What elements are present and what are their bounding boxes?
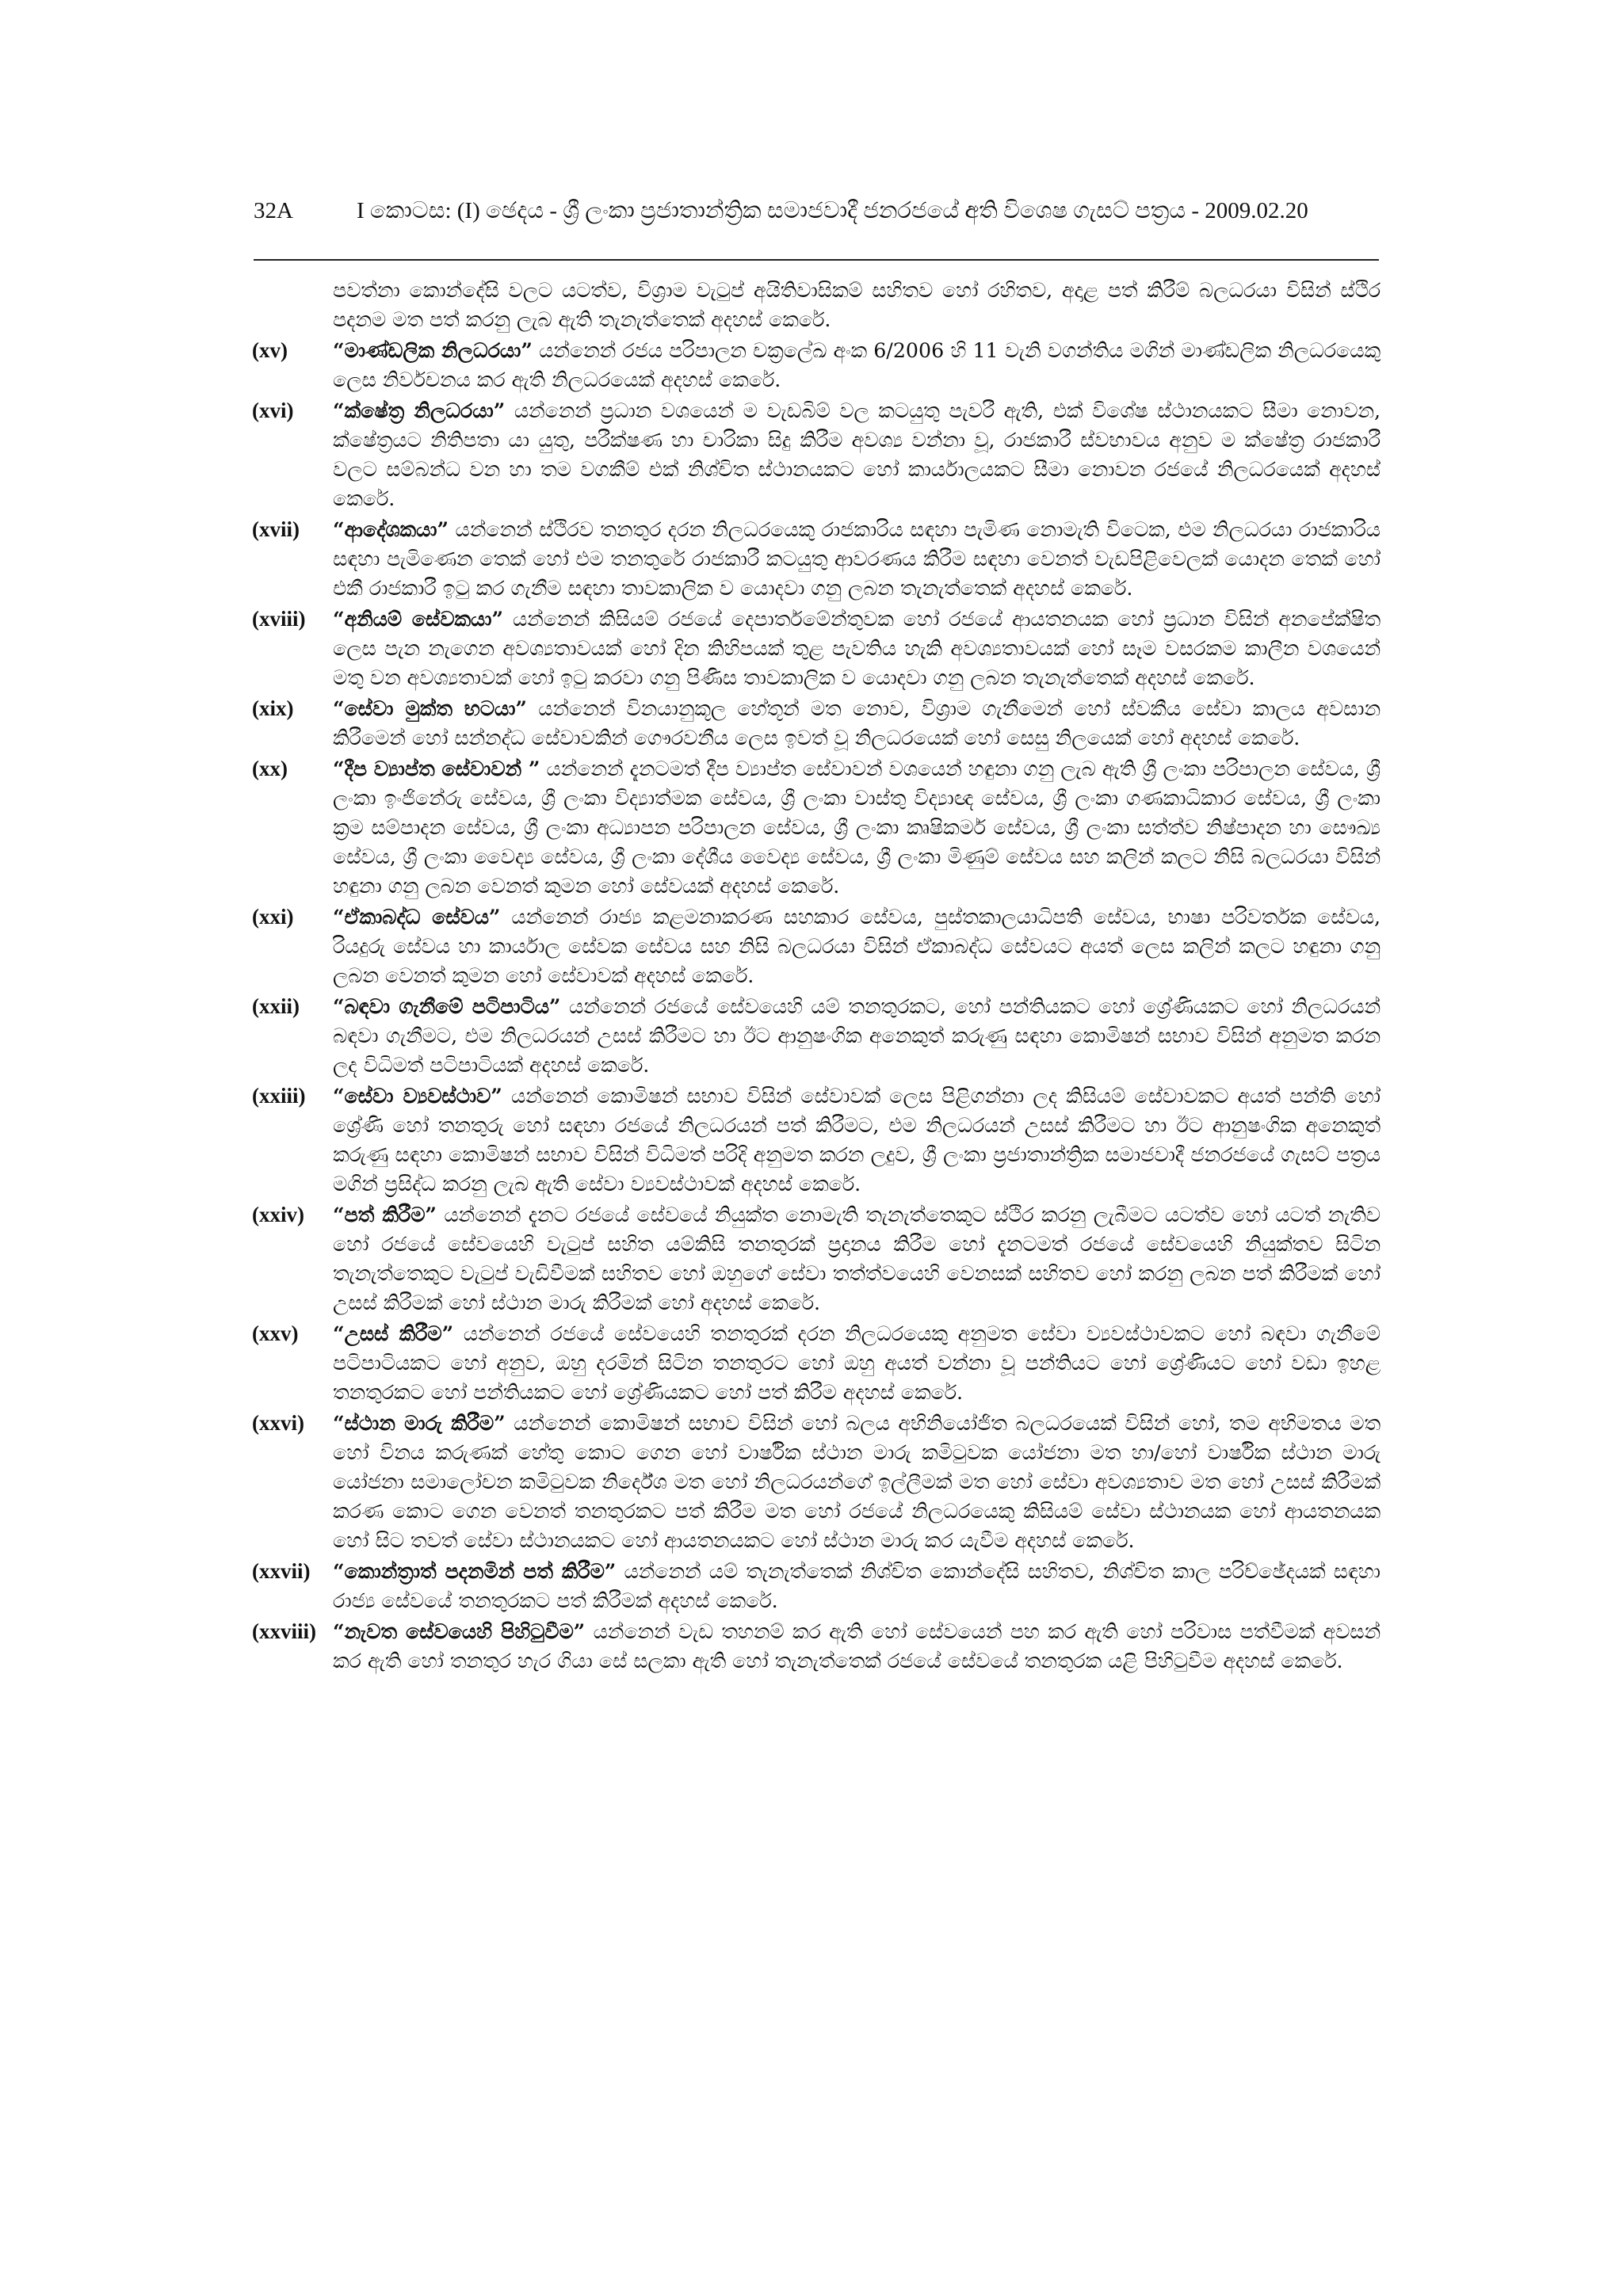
definition-item xyxy=(252,694,1381,753)
definition-item xyxy=(252,1409,1381,1555)
definition-number: (xvii) xyxy=(252,517,300,541)
definition-term: “නැවත සේවයෙහි පිහිටුවීම” xyxy=(333,1619,586,1643)
definition-text: යන්නෙන් රජය පරිපාලන චක්‍රලේඛ අංක 6/2006 හි 11 වැනි වගන්තිය මගින් මාණ්ඩලික නිලධරයෙකු ලෙස නිර්වචනය කර ඇති නිලධරයෙක් අදහස් කෙරේ. xyxy=(333,339,1381,391)
definition-item xyxy=(252,396,1381,513)
definition-text: යන්නෙන් රජයේ සේවයෙහි තනතුරක් දරන නිලධරයෙකු අනුමත සේවා ව්‍යවස්ථාවකට හෝ බඳවා ගැනීමේ පටිපාටියකට හෝ අනුව, ඔහු දරමින් සිටින තනතුරට හෝ ඔහු අයත් වන්නා වූ පන්තියට හෝ ශ්‍රේණියට හෝ වඩා ඉහළ තනතුරකට හෝ පන්තියකට හෝ ශ්‍රේණියකට හෝ පත් කිරීම අදහස් කෙරේ. xyxy=(333,1322,1381,1404)
definition-term: “උසස් කිරීම” xyxy=(333,1322,454,1345)
definition-text: යන්නෙන් දැනට රජයේ සේවයේ නියුක්ත නොමැති තැනැත්තෙකුට ස්ථිර කරනු ලැබීමට යටත්ව හෝ යටත් නැතිව හෝ රජයේ සේවයෙහි වැටුප් සහිත යම්කිසි තනතුරක් ප්‍රදානය කිරීම හෝ දැනටමත් රජයේ සේවයෙහි නියුක්තව සිටින තැනැත්තෙකුට වැටුප් වැඩිවීමක් සහිතව හෝ ඔහුගේ සේවා තත්ත්වයෙහි වෙනසක් සහිතව හෝ කරනු ලබන පත් කිරීමක් හෝ උසස් කිරීමක් හෝ ස්ථාන මාරු කිරීමක් හෝ අදහස් කෙරේ. xyxy=(333,1203,1381,1314)
definition-text: යන්නෙන් යම් තැනැත්තෙක් නිශ්චිත කොන්දේසි සහිතව, නිශ්චිත කාල පරිච්ඡේදයක් සඳහා රාජ්‍ය සේවයේ තනතුරකට පත් කිරීමක් අදහස් කෙරේ. xyxy=(333,1560,1381,1612)
definition-item xyxy=(252,1617,1381,1676)
definition-term: “දීප ව්‍යාප්ත සේවාවන් ” xyxy=(333,757,540,780)
definition-term: “ආදේශකයා” xyxy=(333,517,449,541)
definition-item xyxy=(252,992,1381,1080)
definition-text: යන්නෙන් රාජ්‍ය කළමනාකරණ සහකාර සේවය, පුස්තකාලයාධිපති සේවය, භාෂා පරිවර්තක සේවය, රියදුරු සේවය හා කාර්යාල සේවක සේවය සහ නිසි බලධරයා විසින් ඒකාබද්ධ සේවයට අයත් ලෙස කලින් කලට හඳුනා ගනු ලබන වෙනත් කුමන හෝ සේවාවක් අදහස් කෙරේ. xyxy=(333,906,1381,987)
definition-term: “සේවා මුක්ත භටයා” xyxy=(333,696,527,720)
definition-number: (xxvii) xyxy=(252,1559,311,1583)
definition-number: (xx) xyxy=(252,757,288,780)
definition-term: “ක්ෂේත්‍ර නිලධරයා” xyxy=(333,399,506,422)
definition-text: යන්නෙන් කොමිෂන් සභාව විසින් හෝ බලය අභිනියෝජිත බලධරයෙක් විසින් හෝ, තම අභිමතය මත හෝ විනය කරුණක් හේතු කොට ගෙන හෝ වාර්ෂික ස්ථාන මාරු කමිටුවක යෝජනා මත හා/හෝ වාර්ෂික ස්ථාන මාරු යෝජනා සමාලෝචන කමිටුවක නිර්දේශ මත හෝ නිලධරයන්ගේ ඉල්ලීමක් මත හෝ සේවා අවශ්‍යතාව මත හෝ උසස් කිරීමක් කරණ කොට ගෙන වෙනත් තනතුරකට පත් කිරීම මත හෝ රජයේ නිලධරයෙකු කිසියම් සේවා ස්ථානයක හෝ ආයතනයක හෝ සිට තවත් සේවා ස්ථානයකට හෝ ආයතනයකට හෝ ස්ථාන මාරු කර යැවීම අදහස් කෙරේ. xyxy=(333,1412,1381,1552)
definition-number: (xxiii) xyxy=(252,1084,306,1108)
definition-item xyxy=(252,754,1381,901)
definition-term: “ස්ථාන මාරු කිරීම” xyxy=(333,1411,506,1435)
definition-number: (xxv) xyxy=(252,1322,299,1345)
definition-term: “සේවා ව්‍යවස්ථාව” xyxy=(333,1084,502,1108)
definition-item xyxy=(252,1081,1381,1199)
definition-text: යන්නෙන් ප්‍රධාන වශයෙන් ම වැඩබිම් වල කටයුතු පැවරී ඇති, එක් විශේෂ ස්ථානයකට සීමා නොවන, ක්ෂේත්‍රයට නිතිපතා යා යුතු, පරීක්ෂණ හා චාරිකා සිදු කිරීම අවශ්‍ය වන්නා වූ, රාජකාරී ස්වභාවය අනුව ම ක්ෂේත්‍ර රාජකාරී වලට සම්බන්ධ වන හා තම වගකීම් එක් නිශ්චිත ස්ථානයකට හෝ කාර්යාලයකට සීමා නොවන රජයේ නිලධරයෙක් අදහස් කෙරේ. xyxy=(333,399,1381,510)
definition-item xyxy=(252,605,1381,692)
definition-text: යන්නෙන් කිසියම් රජයේ දෙපාර්තමේන්තුවක හෝ රජයේ ආයතනයක හෝ ප්‍රධාන විසින් අනපේක්ෂිත ලෙස පැන නැගෙන අවශ්‍යතාවයක් හෝ දින කිහිපයක් තුළ පැවතිය හැකි අවශ්‍යතාවයක් හෝ සෑම වසරකම කාලීන වශයෙන් මතු වන අවශ්‍යතාවක් හෝ ඉටු කරවා ගනු පිණිස තාවකාලික ව යොදවා ගනු ලබන තැනැත්තෙක් අදහස් කෙරේ. xyxy=(333,608,1381,689)
definition-item xyxy=(252,1557,1381,1615)
definition-term: “ඒකාබද්ධ සේවය” xyxy=(333,905,501,929)
definition-item xyxy=(252,1319,1381,1407)
definition-item xyxy=(252,336,1381,395)
definition-number: (xviii) xyxy=(252,607,306,631)
definition-number: (xv) xyxy=(252,338,288,362)
definition-term: “පත් කිරීම” xyxy=(333,1203,437,1226)
definition-number: (xxvi) xyxy=(252,1411,304,1435)
definition-term: “කොන්ත්‍රාත් පදනමින් පත් කිරීම” xyxy=(333,1559,617,1583)
definition-item xyxy=(252,1200,1381,1318)
definition-text: යන්නෙන් දැනටමත් දීප ව්‍යාප්ත සේවාවන් වශයෙන් හඳුනා ගනු ලැබ ඇති ශ්‍රී ලංකා පරිපාලන සේවය, ශ්‍රී ලංකා ඉංජිනේරු සේවය, ශ්‍රී ලංකා විද්‍යාත්මක සේවය, ශ්‍රී ලංකා වාස්තු විද්‍යාඥ සේවය, ශ්‍රී ලංකා ගණකාධිකාර සේවය, ශ්‍රී ලංකා ක්‍රම සම්පාදන සේවය, ශ්‍රී ලංකා අධ්‍යාපන පරිපාලන සේවය, ශ්‍රී ලංකා කෘෂිකර්ම සේවය, ශ්‍රී ලංකා සත්ත්ව නිෂ්පාදන හා සෞඛ්‍ය සේවය, ශ්‍රී ලංකා වෛද්‍ය සේවය, ශ්‍රී ලංකා දේශීය වෛද්‍ය සේවය, ශ්‍රී ලංකා මිණුම් සේවය සහ කලින් කලට නිසි බලධරයා විසින් හඳුනා ගනු ලබන වෙනත් කුමන හෝ සේවයක් අදහස් කෙරේ. xyxy=(333,757,1381,898)
definition-item xyxy=(252,902,1381,990)
definition-term: “මාණ්ඩලික නිලධරයා” xyxy=(333,338,533,362)
definition-number: (xxii) xyxy=(252,994,300,1018)
definition-text: යන්නෙන් වැඩ තහනම් කර ඇති හෝ සේවයෙන් පහ කර ඇති හෝ පරිවාස පත්වීමක් අවසන් කර ඇති හෝ තනතුර හැර ගියා සේ සලකා ඇති හෝ තැනැත්තෙක් රජයේ සේවයේ තනතුරක යළි පිහිටුවීම අදහස් කෙරේ. xyxy=(333,1620,1381,1672)
definition-number: (xvi) xyxy=(252,399,294,422)
header-rule xyxy=(254,259,1379,261)
definition-item xyxy=(252,515,1381,603)
definition-number: (xix) xyxy=(252,696,294,720)
definition-text: යන්නෙන් කොමිෂන් සභාව විසින් සේවාවක් ලෙස පිළිගන්නා ලද කිසියම් සේවාවකට අයත් පන්ති හෝ ශ්‍රේණි හෝ තනතුරු හෝ සඳහා රජයේ නිලධරයන් පත් කිරීමට, එම නිලධරයන් උසස් කිරීමට හා ඊට ආනුෂංගික අනෙකුත් කරුණු සඳහා කොමිෂන් සභාව විසින් විධිමත් පරිදි අනුමත කරන ලදුව, ශ්‍රී ලංකා ප්‍රජාතාන්ත්‍රික සමාජවාදී ජනරජයේ ගැසට් පත්‍රය මගින් ප්‍රසිද්ධ කරනු ලැබ ඇති සේවා ව්‍යවස්ථාවක් අදහස් කෙරේ. xyxy=(333,1085,1381,1196)
page-number: 32A xyxy=(254,198,293,223)
continued-paragraph: පවත්නා කොන්දේසි වලට යටත්ව, විශ්‍රාම වැටුප් අයිතිවාසිකම් සහිතව හෝ රහිතව, අදාළ පත් කිරීම් බලධරයා විසින් ස්ථිර පදනම මත පත් කරනු ලැබ ඇති තැනැත්තෙක් අදහස් කෙරේ. xyxy=(333,279,1381,331)
definition-term: “අනියම් සේවකයා” xyxy=(333,607,503,631)
definition-number: (xxviii) xyxy=(252,1619,316,1643)
definition-text: යන්නෙන් විනයානුකූල හේතූන් මත නොව, විශ්‍රාම ගැනීමෙන් හෝ ස්වකීය සේවා කාලය අවසාන කිරීමෙන් හෝ සන්නද්ධ සේවාවකින් ගෞරවනීය ලෙස ඉවත් වූ නිලධරයෙක් හෝ සෙසු නිලයෙක් හෝ අදහස් කෙරේ. xyxy=(333,697,1381,749)
definitions-section xyxy=(252,276,1381,1677)
definition-text: යන්නෙන් රජයේ සේවයෙහි යම් තනතුරකට, හෝ පන්තියකට හෝ ශ්‍රේණියකට හෝ නිලධරයන් බඳවා ගැනීමට, එම නිලධරයන් උසස් කිරීමට හා ඊට ආනුෂංගික අනෙකුත් කරුණු සඳහා කොමිෂන් සභාව විසින් අනුමත කරන ලද විධිමත් පටිපාටියක් අදහස් කෙරේ. xyxy=(333,995,1381,1077)
header-title: I කොටස: (I) ඡෙදය - ශ්‍රී ලංකා ප්‍රජාතාන්ත්‍රික සමාජවාදී ජනරජයේ අති විශෙෂ ගැසට් පත්‍රය - 2009.02.20 xyxy=(357,198,1308,223)
definition-number: (xxi) xyxy=(252,905,294,929)
definition-number: (xxiv) xyxy=(252,1203,304,1226)
page-header xyxy=(254,198,1379,246)
definition-text: යන්නෙන් ස්ථිරව තනතුර දරන නිලධරයෙකු රාජකාරිය සඳහා පැමිණ නොමැති විටෙක, එම නිලධරයා රාජකාරිය සඳහා පැමිණෙන තෙක් හෝ එම තනතුරේ රාජකාරී කටයුතු ආවරණය කිරීම සඳහා වෙනත් වැඩපිළිවෙලක් යොදන තෙක් හෝ එකී රාජකාරී ඉටු කර ගැනීම සඳහා තාවකාලික ව යොදවා ගනු ලබන තැනැත්තෙක් අදහස් කෙරේ. xyxy=(333,518,1381,600)
definition-term: “බඳවා ගැනීමේ පටිපාටිය” xyxy=(333,994,561,1018)
